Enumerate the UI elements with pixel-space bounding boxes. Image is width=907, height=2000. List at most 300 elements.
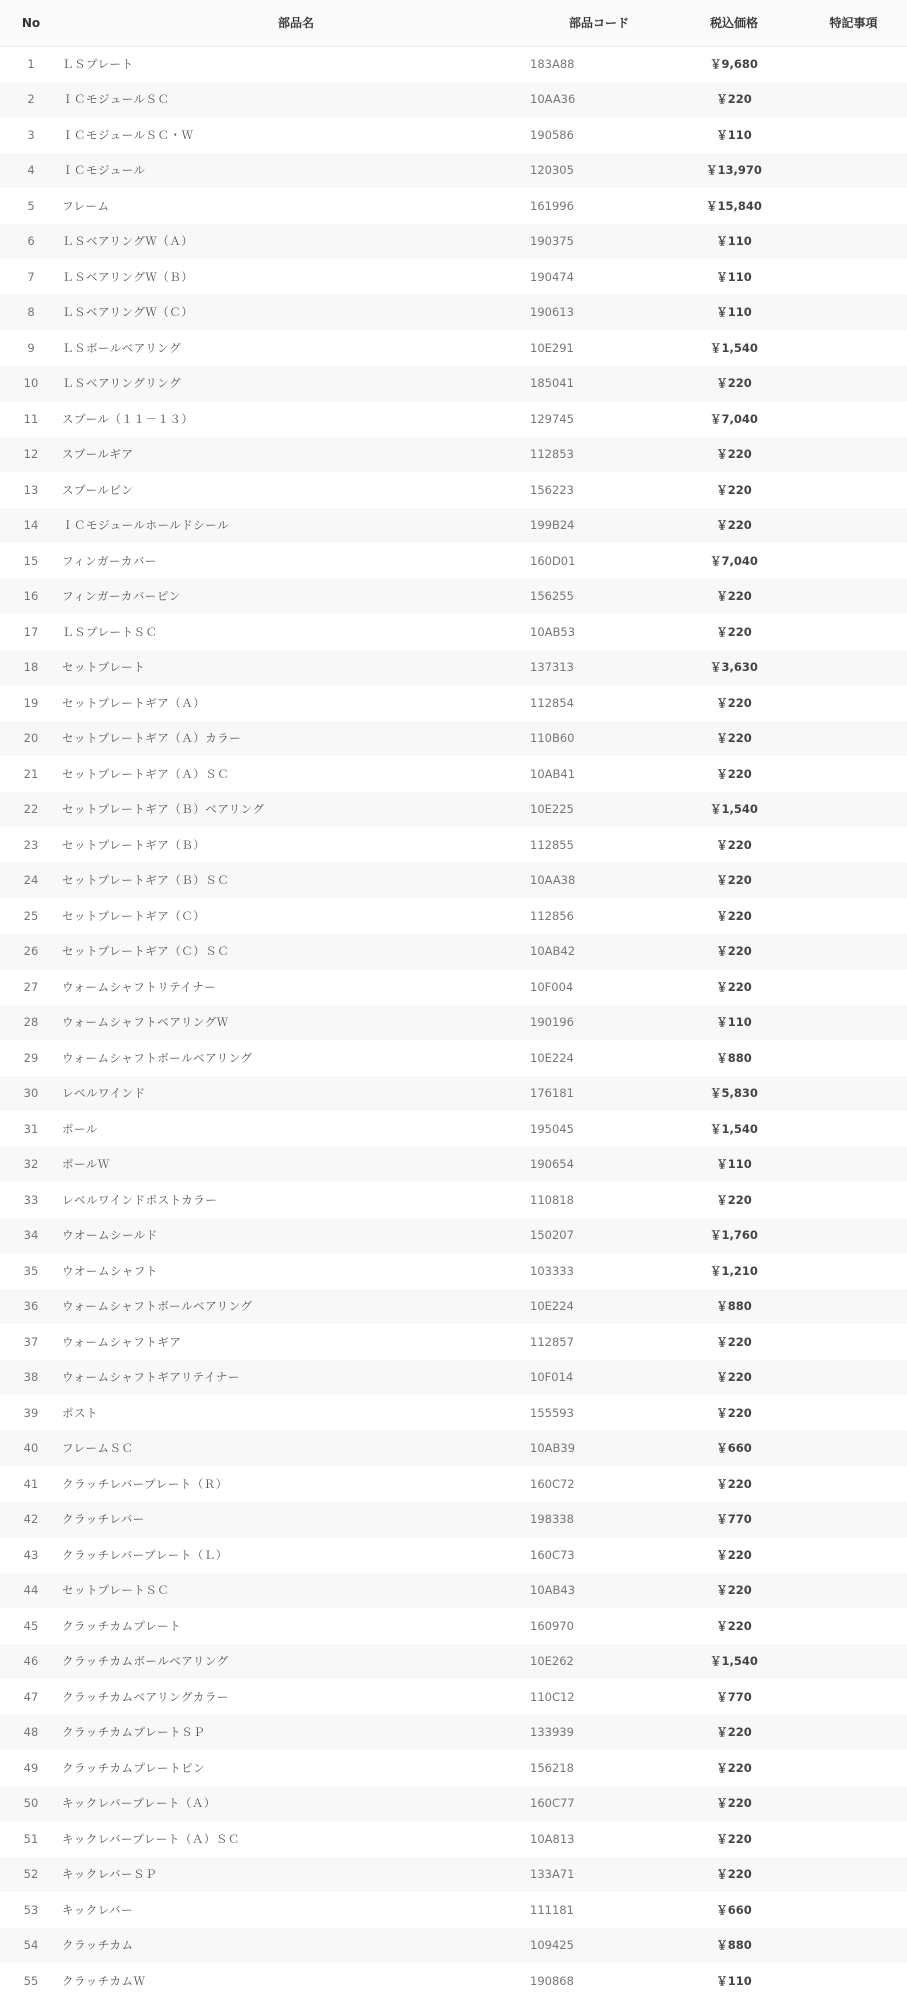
row-notes [800,82,907,118]
row-notes [800,1360,907,1396]
row-no: 29 [23,1050,39,1065]
row-part-code: 10F004 [530,979,574,994]
row-price: ￥880 [716,1050,752,1065]
header-price: 税込価格 [668,0,800,46]
table-row [0,579,907,615]
row-no: 37 [23,1334,39,1349]
row-part-code: 156223 [530,482,574,497]
row-price: ￥110 [716,1015,752,1030]
row-price: ￥1,540 [710,1654,758,1669]
table-row [0,863,907,899]
row-part-name: ＬＳベアリングＷ（Ａ） [62,234,194,249]
row-part-name: キックレバープレート（Ａ）ＳＣ [62,1831,240,1846]
table-row [0,1005,907,1041]
row-part-code: 10E291 [530,340,574,355]
row-notes [800,579,907,615]
table-row [0,1573,907,1609]
row-price: ￥220 [716,1583,752,1598]
row-part-name: ウォームシャフトリテイナー [62,979,217,994]
row-notes [800,46,907,82]
row-part-code: 10AB41 [530,766,576,781]
row-part-name: ＬＳベアリングリング [62,376,182,391]
table-row [0,1750,907,1786]
row-price: ￥880 [716,1299,752,1314]
row-no: 36 [23,1299,39,1314]
row-part-code: 10AA38 [530,873,576,888]
row-part-code: 190375 [530,234,574,249]
row-no: 9 [27,340,35,355]
table-row [0,1466,907,1502]
row-notes [800,792,907,828]
row-no: 20 [23,731,39,746]
row-no: 23 [23,837,39,852]
row-price: ￥220 [716,1867,752,1882]
row-price: ￥220 [716,1547,752,1562]
row-part-name: ウオームシールド [62,1228,158,1243]
row-part-code: 176181 [530,1086,574,1101]
row-part-code: 10AB39 [530,1441,576,1456]
row-price: ￥3,630 [710,660,758,675]
row-part-name: キックレバーＳＰ [62,1867,157,1882]
row-no: 8 [27,305,35,320]
row-part-code: 10E225 [530,802,574,817]
row-part-code: 129745 [530,411,574,426]
row-notes [800,1857,907,1893]
table-row [0,1040,907,1076]
row-notes [800,969,907,1005]
row-no: 41 [23,1476,39,1491]
row-part-code: 110818 [530,1192,574,1207]
row-part-name: ＬＳボールベアリング [62,340,182,355]
row-notes [800,614,907,650]
row-part-code: 10E262 [530,1654,574,1669]
row-price: ￥220 [716,873,752,888]
row-notes [800,1502,907,1538]
table-row [0,1218,907,1254]
row-part-code: 160C73 [530,1547,575,1562]
table-row [0,1182,907,1218]
row-part-code: 190613 [530,305,574,320]
header-part-name: 部品名 [62,0,530,46]
table-row [0,82,907,118]
row-part-name: セットプレートギア（Ｂ）ＳＣ [62,873,230,888]
row-no: 15 [23,553,39,568]
row-price: ￥660 [716,1902,752,1917]
row-notes [800,1963,907,1999]
row-notes [800,1147,907,1183]
row-no: 4 [27,163,35,178]
table-row [0,508,907,544]
row-part-name: ＬＳプレート [62,57,134,71]
row-part-code: 183A88 [530,57,575,71]
table-row [0,1608,907,1644]
table-row [0,46,907,82]
table-row [0,1395,907,1431]
table-row [0,1644,907,1680]
row-price: ￥15,840 [706,198,762,213]
row-no: 30 [23,1086,39,1101]
row-price: ￥7,040 [710,553,758,568]
row-no: 52 [23,1867,39,1882]
table-row [0,117,907,153]
row-price: ￥110 [716,1157,752,1172]
row-part-code: 10AB42 [530,944,576,959]
row-part-name: ウォームシャフトギアリテイナー [62,1370,240,1385]
row-no: 25 [23,908,39,923]
header-notes: 特記事項 [800,0,907,46]
row-notes [800,1324,907,1360]
row-price: ￥110 [716,127,752,142]
row-no: 53 [23,1902,39,1917]
row-price: ￥220 [716,482,752,497]
table-row [0,1253,907,1289]
row-part-name: ＩＣモジュールホールドシール [62,518,230,533]
row-part-name: ポール [62,1121,98,1136]
row-part-code: 112857 [530,1334,574,1349]
row-price: ￥220 [716,1831,752,1846]
row-part-code: 103333 [530,1263,574,1278]
row-part-code: 10AA36 [530,92,576,107]
row-part-code: 199B24 [530,518,575,533]
row-no: 48 [23,1725,39,1740]
row-notes [800,508,907,544]
row-part-code: 160C77 [530,1796,575,1811]
row-part-name: クラッチレバープレート（Ｌ） [62,1547,228,1562]
table-row [0,1786,907,1822]
row-price: ￥220 [716,589,752,604]
row-no: 26 [23,944,39,959]
row-part-name: ＩＣモジュール [62,163,146,178]
row-no: 32 [23,1157,39,1172]
row-no: 5 [27,198,35,213]
row-price: ￥770 [716,1689,752,1704]
row-notes [800,1253,907,1289]
row-notes [800,685,907,721]
row-no: 49 [23,1760,39,1775]
row-notes [800,1821,907,1857]
row-part-code: 110B60 [530,731,575,746]
row-no: 50 [23,1796,39,1811]
row-price: ￥220 [716,447,752,462]
row-no: 10 [23,376,39,391]
table-row [0,1147,907,1183]
row-price: ￥220 [716,624,752,639]
row-no: 27 [23,979,39,994]
row-part-code: 198338 [530,1512,574,1527]
table-row [0,1892,907,1928]
row-part-name: スプール（１１－１３） [62,411,194,426]
row-no: 6 [27,234,35,249]
row-notes [800,188,907,224]
row-price: ￥880 [716,1938,752,1953]
row-price: ￥1,540 [710,1121,758,1136]
row-no: 24 [23,873,39,888]
row-price: ￥110 [716,234,752,249]
row-no: 54 [23,1938,39,1953]
table-row [0,969,907,1005]
row-part-name: クラッチカム [62,1938,134,1953]
row-price: ￥110 [716,269,752,284]
row-part-name: クラッチカムプレートＳＰ [62,1725,206,1740]
row-notes [800,259,907,295]
row-price: ￥220 [716,1334,752,1349]
row-price: ￥220 [716,979,752,994]
row-part-name: ＩＣモジュールＳＣ・Ｗ [62,127,194,142]
row-notes [800,543,907,579]
row-part-code: 185041 [530,376,574,391]
row-notes [800,1786,907,1822]
row-part-code: 120305 [530,163,574,178]
table-row [0,224,907,260]
row-no: 12 [23,447,39,462]
row-price: ￥1,540 [710,802,758,817]
row-no: 19 [23,695,39,710]
row-notes [800,1040,907,1076]
table-row [0,1679,907,1715]
row-price: ￥220 [716,1796,752,1811]
row-part-code: 160C72 [530,1476,575,1491]
row-notes [800,1715,907,1751]
row-part-name: スプールピン [62,482,134,497]
row-notes [800,401,907,437]
header-part-code: 部品コード [530,0,668,46]
row-price: ￥220 [716,695,752,710]
header-no: No [0,0,62,46]
row-no: 11 [23,411,39,426]
row-part-code: 161996 [530,198,574,213]
table-row [0,437,907,473]
row-price: ￥7,040 [710,411,758,426]
table-header [0,0,907,46]
row-part-code: 195045 [530,1121,574,1136]
row-part-name: レベルワインド [62,1086,146,1101]
row-part-code: 133939 [530,1725,574,1740]
row-part-name: ＬＳベアリングＷ（Ｃ） [62,305,194,320]
row-part-code: 10AB53 [530,624,576,639]
table-row [0,934,907,970]
table-row [0,188,907,224]
table-row [0,614,907,650]
row-part-name: セットプレートギア（Ａ） [62,695,206,710]
table-row [0,330,907,366]
row-notes [800,1111,907,1147]
row-notes [800,1608,907,1644]
row-part-name: セットプレートギア（Ａ）ＳＣ [62,766,230,781]
row-notes [800,1573,907,1609]
row-part-name: セットプレートギア（Ａ）カラー [62,731,242,746]
row-notes [800,117,907,153]
row-notes [800,863,907,899]
row-price: ￥220 [716,1476,752,1491]
row-price: ￥220 [716,1760,752,1775]
table-row [0,1715,907,1751]
row-price: ￥220 [716,1370,752,1385]
row-no: 47 [23,1689,39,1704]
table-row [0,295,907,331]
table-row [0,1076,907,1112]
row-no: 22 [23,802,39,817]
row-notes [800,295,907,331]
row-part-name: クラッチカムプレート [62,1618,182,1633]
table-row [0,543,907,579]
row-price: ￥220 [716,1725,752,1740]
table-row [0,756,907,792]
table-row [0,1928,907,1964]
row-notes [800,934,907,970]
row-part-name: フレーム [62,198,110,213]
row-part-code: 110C12 [530,1689,575,1704]
row-no: 18 [23,660,39,675]
row-part-code: 112855 [530,837,574,852]
row-price: ￥110 [716,1973,752,1988]
row-part-name: ウォームシャフトギア [62,1334,182,1349]
row-no: 14 [23,518,39,533]
header-row [0,0,907,46]
row-part-name: セットプレートギア（Ｃ）ＳＣ [62,944,230,959]
row-part-code: 190654 [530,1157,574,1172]
row-part-name: フィンガーカバーピン [62,589,181,604]
row-part-code: 112856 [530,908,574,923]
row-price: ￥220 [716,1618,752,1633]
row-price: ￥220 [716,92,752,107]
row-no: 43 [23,1547,39,1562]
table-row [0,1857,907,1893]
row-part-code: 190868 [530,1973,574,1988]
row-part-name: セットプレート [62,660,146,675]
row-part-name: ウオームシャフト [62,1263,158,1278]
row-no: 42 [23,1512,39,1527]
row-notes [800,1892,907,1928]
row-notes [800,330,907,366]
row-part-code: 133A71 [530,1867,575,1882]
row-price: ￥220 [716,837,752,852]
row-part-code: 10A813 [530,1831,575,1846]
table-row [0,1324,907,1360]
row-notes [800,1466,907,1502]
row-notes [800,898,907,934]
row-price: ￥220 [716,1192,752,1207]
row-part-code: 112853 [530,447,574,462]
row-price: ￥1,760 [710,1228,758,1243]
row-part-code: 160970 [530,1618,574,1633]
row-no: 17 [23,624,39,639]
row-part-code: 137313 [530,660,574,675]
row-notes [800,1679,907,1715]
row-price: ￥220 [716,731,752,746]
row-part-name: キックレバー [62,1902,133,1917]
row-notes [800,1431,907,1467]
table-row [0,792,907,828]
table-row [0,1821,907,1857]
row-no: 16 [23,589,39,604]
row-part-name: ＬＳプレートＳＣ [62,624,158,639]
row-part-name: セットプレートギア（Ｂ）ベアリング [62,802,265,817]
row-part-name: ＩＣモジュールＳＣ [62,92,170,107]
row-part-name: セットプレートＳＣ [62,1583,170,1598]
row-no: 13 [23,482,39,497]
table-row [0,685,907,721]
row-notes [800,437,907,473]
row-part-name: キックレバープレート（Ａ） [62,1796,216,1811]
row-part-name: ウォームシャフトボールベアリング [62,1299,253,1314]
row-notes [800,153,907,189]
row-price: ￥220 [716,766,752,781]
row-part-code: 112854 [530,695,574,710]
row-price: ￥220 [716,908,752,923]
table-row [0,827,907,863]
row-notes [800,721,907,757]
row-no: 3 [27,127,35,142]
table-row [0,1360,907,1396]
row-notes [800,650,907,686]
row-notes [800,1182,907,1218]
row-notes [800,472,907,508]
row-part-code: 160D01 [530,553,576,568]
row-notes [800,1928,907,1964]
row-part-name: ポールＷ [62,1157,110,1172]
row-price: ￥1,210 [710,1263,758,1278]
row-notes [800,366,907,402]
row-price: ￥660 [716,1441,752,1456]
table-row [0,898,907,934]
row-part-name: クラッチカムボールベアリング [62,1654,229,1669]
row-price: ￥13,970 [706,163,762,178]
row-price: ￥220 [716,944,752,959]
row-notes [800,1289,907,1325]
row-no: 1 [27,57,35,71]
row-part-code: 109425 [530,1938,574,1953]
row-price: ￥220 [716,376,752,391]
row-part-code: 150207 [530,1228,574,1243]
row-part-code: 190196 [530,1015,574,1030]
row-part-code: 190586 [530,127,574,142]
table-row [0,721,907,757]
row-notes [800,1005,907,1041]
row-part-name: クラッチレバー [62,1512,145,1527]
row-no: 46 [23,1654,39,1669]
row-part-name: クラッチレバープレート（Ｒ） [62,1476,228,1491]
table-row [0,366,907,402]
table-row [0,1963,907,1999]
row-part-code: 10F014 [530,1370,574,1385]
row-part-name: クラッチカムプレートピン [62,1760,206,1775]
row-no: 28 [23,1015,39,1030]
row-no: 51 [23,1831,39,1846]
row-notes [800,1644,907,1680]
row-notes [800,827,907,863]
row-part-name: ポスト [62,1405,98,1420]
row-part-name: クラッチカムベアリングカラー [62,1689,229,1704]
row-part-name: セットプレートギア（Ｂ） [62,837,206,852]
row-part-name: フレームＳＣ [62,1441,134,1456]
row-no: 35 [23,1263,39,1278]
row-part-name: フィンガーカバー [62,553,157,568]
row-price: ￥5,830 [710,1086,758,1101]
row-notes [800,1218,907,1254]
table-row [0,650,907,686]
table-row [0,1431,907,1467]
row-notes [800,1076,907,1112]
row-no: 34 [23,1228,39,1243]
row-part-code: 111181 [530,1902,574,1917]
row-no: 31 [23,1121,39,1136]
table-row [0,1289,907,1325]
table-body [0,46,907,1999]
row-part-code: 10E224 [530,1299,574,1314]
row-price: ￥110 [716,305,752,320]
table-row [0,1502,907,1538]
row-notes [800,756,907,792]
